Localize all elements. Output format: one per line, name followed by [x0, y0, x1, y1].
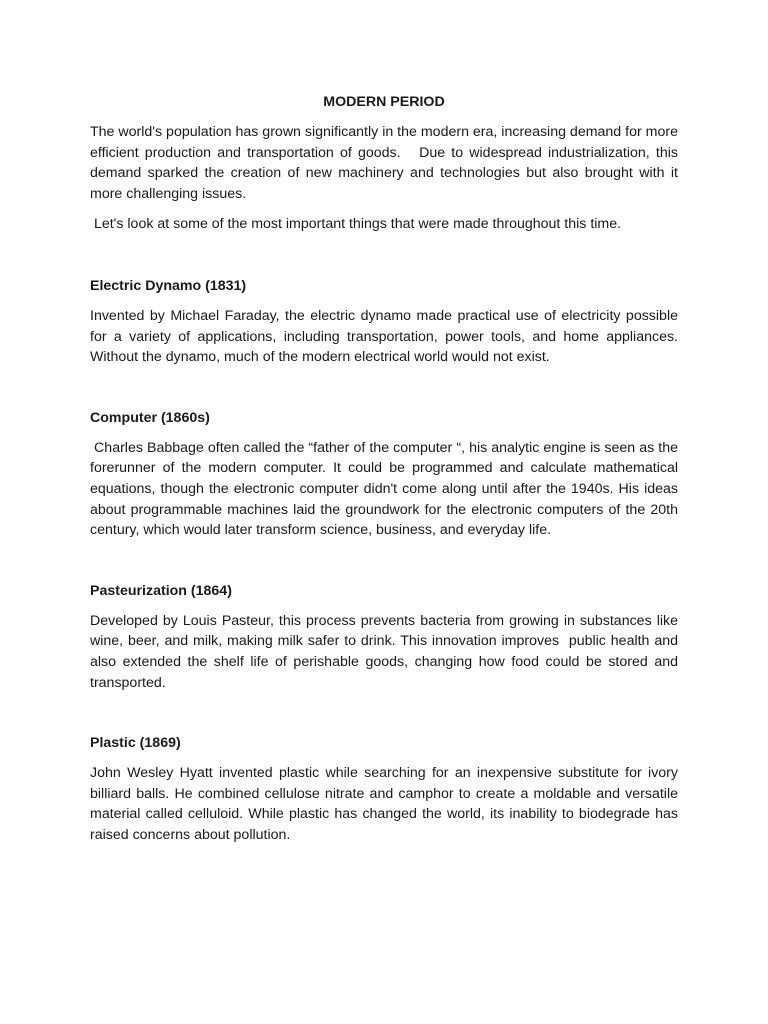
section-heading: Pasteurization (1864) — [90, 582, 232, 599]
section-computer — [90, 408, 678, 541]
section-body: Developed by Louis Pasteur, this process prevents bacteria from growing in substances like wine, beer, and milk, making milk safer to drink. This innovation improves public health and also extended the shelf life of perishable goods, changing how food could be stored and transported. — [90, 612, 678, 691]
section-body: John Wesley Hyatt invented plastic while searching for an inexpensive substitute for ivory billiard balls. He combined cellulose nitrate and camphor to create a moldable and versatile material called celluloid. While plastic has changed the world, its inability to biodegrade has raised concerns about pollution. — [90, 765, 678, 843]
section-plastic — [90, 733, 678, 845]
section-pasteurization — [90, 581, 678, 693]
section-heading: Plastic (1869) — [90, 735, 181, 752]
intro-paragraph-1: The world's population has grown significantly in the modern era, increasing demand for more efficient production and transportation of goods. Due to widespread industrialization, this demand sparked the creation of new machinery and technologies but also brought with it more challenging issues. — [90, 124, 678, 202]
section-body: Charles Babbage often called the “father of the computer “, his analytic engine is seen as the forerunner of the modern computer. It could be programmed and calculate mathematical equations, though the electronic computer didn't come along until after the 1940s. His ideas about programmable machines laid the groundwork for the electronic computers of the 20th century, which would later transform science, business, and everyday life. — [90, 439, 678, 539]
section-body: Invented by Michael Faraday, the electric dynamo made practical use of electricity possible for a variety of applications, including transportation, power tools, and home appliances. Without the dynamo, much of the modern electrical world would not exist. — [90, 307, 678, 366]
section-heading: Electric Dynamo (1831) — [90, 277, 247, 294]
intro-paragraph-2: Let's look at some of the most important things that were made throughout this time. — [90, 216, 622, 233]
section-heading: Computer (1860s) — [90, 409, 210, 426]
page-title: MODERN PERIOD — [323, 94, 445, 110]
section-electric-dynamo — [90, 276, 678, 368]
